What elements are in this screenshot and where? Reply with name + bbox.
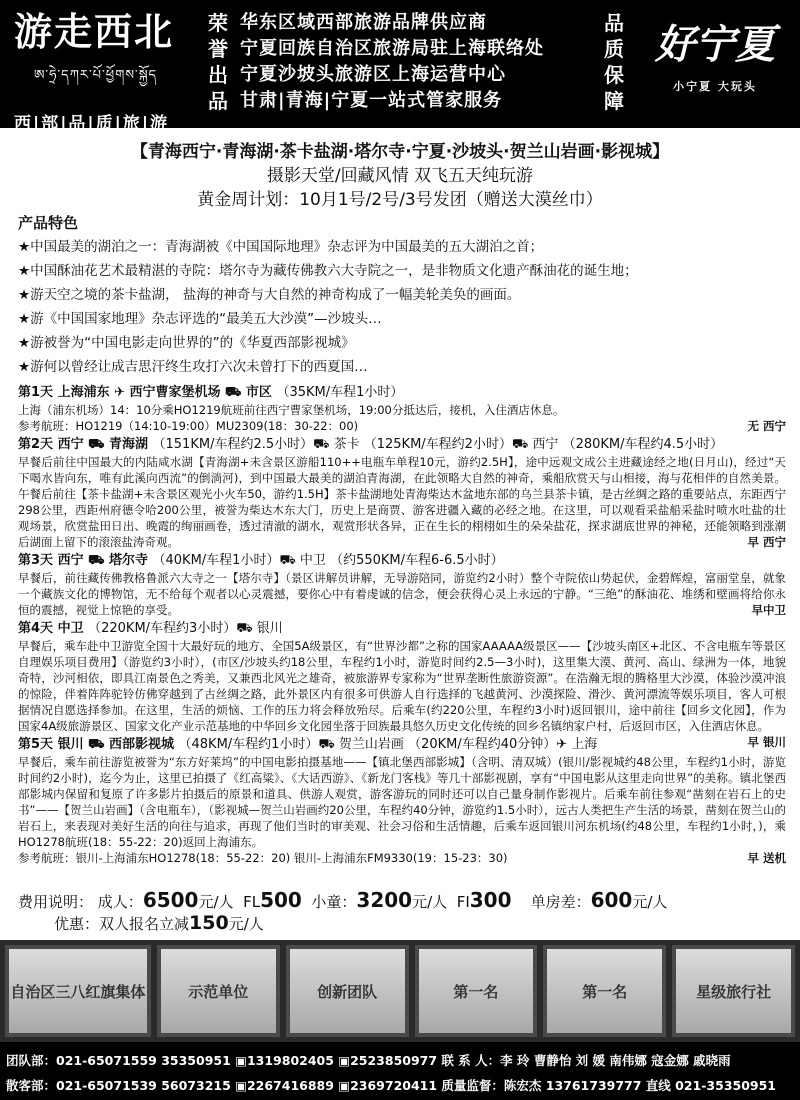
- certificate-strip: [0, 940, 800, 1042]
- route-title: 【青海西宁·青海湖·茶卡盐湖·塔尔寺·宁夏·沙坡头·贺兰山岩画·影视城】: [130, 142, 670, 162]
- promo-price: 150: [189, 912, 229, 934]
- brand-logo: [14, 10, 189, 134]
- honor-column-left: 荣 誉 出 品: [208, 11, 228, 113]
- meal-hotel: 早 西宁: [747, 535, 786, 549]
- day-title: 第2天 西宁 ⛟ 青海湖: [18, 437, 148, 452]
- feature-item: ★游何以曾经让成吉思汗终生攻打六次未曾打下的西夏国…: [18, 359, 368, 375]
- day-title: 第3天 西宁 ⛟ 塔尔寺: [18, 553, 148, 568]
- honor-column-right: 品 质 保 障: [604, 11, 624, 113]
- itinerary: [18, 384, 786, 866]
- route-subtitle: 摄影天堂/回藏风情 双飞五天纯玩游: [266, 166, 534, 186]
- contact-footer: [0, 1042, 800, 1100]
- day-text: 早餐后，乘车赴中卫游览全国十大最好玩的地方、全国5A级景区，有“世界沙都”之称的国家AAAAA级景区——【沙坡头南区+北区、不含电瓶车等景区自理娱乐项目费用】（游览约3小时），(市区/沙坡头约18公里，车程约1小时，游览时间约2.5—3小时)，这里集大漠、黄河、高山、绿洲为一体，地貌奇特，沙河相依，即具江南景色之秀美，又兼西北风光之雄奇，被旅游界专家称为“世界垄断性旅游资源”。在浩瀚无垠的腾格里大沙漠，体验沙漠冲浪的惊险，伴着阵阵驼铃仿佛穿越到了古丝绸之路，此外景区内有很多可供游人自行选择的飞越黄河、沙漠探险、滑沙、黄河漂流等娱乐项目，客人可根据情况自愿选择参加。在这里，生活的烦恼、工作的压力将会释放殆尽。后乘车(约220公里，车程约3小时)返回银川，途中前往【回乡文化园】，作为国家4A级旅游景区、国家文化产业示范基地的中华回乡文化园坐落于回族最具悠久历史文化传统的回乡名镇纳家户村，后返回市区，入住酒店休息。: [18, 639, 786, 733]
- brand-tagline: 西|部|品|质|旅|游: [14, 114, 170, 134]
- ningxia-logo: 好宁夏 小宁夏 大玩头: [655, 21, 775, 93]
- certificate: 自治区三八红旗集体: [5, 945, 151, 1037]
- meal-hotel: 早 银川: [747, 735, 786, 749]
- day-meta: （48KM/车程约1小时）⛟ 贺兰山岩画 （20KM/车程约40分钟）✈ 上海: [178, 737, 598, 752]
- day-2: [18, 436, 786, 550]
- day-1: [18, 384, 786, 434]
- fl-price: 500: [260, 888, 302, 912]
- feature-item: ★中国最美的湖泊之一：青海湖被《中国国际地理》杂志评为中国最美的五大湖泊之首；: [18, 239, 544, 255]
- feature-item: ★中国酥油花艺术最精湛的寺院：塔尔寺为藏传佛教六大寺院之一，是非物质文化遗产酥油花的诞生地；: [18, 263, 638, 279]
- flight-ref: 参考航班：HO1219（14:10-19:00）MU2309(18：30-22：00): [18, 419, 359, 433]
- day-meta: （151KM/车程约2.5小时）⛟ 茶卡 （125KM/车程约2小时）⛟ 西宁 （280KM/车程约4.5小时）: [152, 437, 724, 452]
- feature-item: ★游《中国国家地理》杂志评选的“最美五大沙漠”—沙坡头…: [18, 311, 382, 327]
- brand-name: 游走西北: [14, 9, 175, 54]
- certificate: 示范单位: [157, 945, 280, 1037]
- header-claims: 华东区域西部旅游品牌供应商 宁夏回族自治区旅游局驻上海联络处 宁夏沙坡头旅游区上海运营中心 甘肃|青海|宁夏一站式管家服务: [240, 12, 544, 111]
- day-meta: （35KM/车程1小时）: [276, 385, 404, 400]
- day-text: 早餐后，乘车前往游览被誉为“东方好莱坞”的中国电影拍摄基地——【镇北堡西部影城】（含明、清双城）(银川/影视城约48公里，车程约1小时，游览时间约2小时)，迄今为止，这里已拍摄了《红高粱》、《大话西游》、《新龙门客栈》等几十部影视剧，享有“中国电影从这里走向世界”的美称。镇北堡西部影城内保留和复原了许多影片拍摄后的原景和道具、供游人观赏，游客游玩的同时还可以自己量身制作影视片。后乘车前往参观“凿刻在岩石上的史书”——【贺兰山岩画】（含电瓶车），（影视城—贺兰山岩画约20公里，车程约40分钟，游览约1.5小时），远古人类把生产生活的场景，凿刻在贺兰山的岩石上，来表现对美好生活的向往与追求，再现了他们当时的审美观、社会习俗和生活情趣，后乘车返回银川河东机场(约48公里，车程约1小时，)，乘HO1278航班(18：55-22：20)返回上海浦东。: [18, 755, 786, 849]
- certificate: 创新团队: [286, 945, 409, 1037]
- meal-hotel: 早 送机: [747, 851, 786, 865]
- promo-line: 优惠：双人报名立减150元/人: [54, 912, 264, 934]
- day-meta: （40KM/车程1小时）⛟ 中卫 （约550KM/车程6-6.5小时）: [152, 553, 504, 568]
- price-line: 费用说明： 成人：6500元/人 FL500 小童：3200元/人 FI300 单房差：600元/人: [18, 888, 668, 912]
- day-text: 上海（浦东机场）14：10分乘HO1219航班前往西宁曹家堡机场，19:00分抵达后，接机，入住酒店休息。: [18, 403, 565, 417]
- departure-plan: 黄金周计划：10月1号/2号/3号发团（赠送大漠丝巾）: [197, 190, 603, 210]
- meal-hotel: 早中卫: [751, 603, 786, 617]
- child-price: 3200: [356, 888, 413, 912]
- features-heading: 产品特色: [18, 214, 79, 232]
- day-title: 第4天 中卫: [18, 621, 84, 636]
- feature-item: ★游被誉为“中国电影走向世界的”的《华夏西部影视城》: [18, 335, 355, 351]
- day-text: 早餐后前往中国最大的内陆咸水湖【青海湖+未含景区游船110++电瓶车单程10元，游约2.5H】，途中远观文成公主进藏途经之地(日月山)，经过“天下喝水皆向东，唯有此溪向西流”的倒淌河)，到中国最大最美的湖泊青海湖，在此领略大自然的神奇，乘船欣赏天与山相接，海与花相伴的自然美景。午餐后前往【茶卡盐湖+未含景区观光小火车50，游约1.5H】茶卡盐湖地处青海柴达木盆地东部的乌兰县茶卡镇，是古丝绸之路的重要站点，东距西宁298公里，西距州府德令哈200公里，被誉为柴达木东大门，历史上是商贾、游客进疆入藏的必经之地。在这里，可以观看采盐船采盐时喷水吐盐的壮观场景，欣赏盐田日出、晚霞的绚丽画卷，透过清澈的湖水，观赏形状各异，正在生长的栩栩如生的朵朵盐花，探求湖底世界的神秘，还能领略到涨潮后湖面上留下的滚滚盐涛奇观。: [18, 455, 786, 549]
- certificate: 第一名: [415, 945, 538, 1037]
- day-5: [18, 736, 786, 866]
- day-meta: （220KM/车程约3小时）⛟ 银川: [88, 621, 283, 636]
- day-text: 早餐后，前往藏传佛教格鲁派六大寺之一【塔尔寺】（景区讲解员讲解，无导游陪同，游览约2小时）整个寺院依山势起伏，金碧辉煌，富丽堂皇，就象一个藏族文化的博物馆，无不给每个观者以心灵震撼，要你心中有着虔诚的信念，便会获得心灵上永远的宁静。“三绝”的酥油花、堆绣和壁画将给你永恒的震撼，视觉上惊艳的享受。: [18, 571, 786, 617]
- day-title: 第1天 上海浦东 ✈ 西宁曹家堡机场 ⛟ 市区: [18, 385, 272, 400]
- team-contact: 团队部：021-65071559 35350951 ▣1319802405 ▣2523850977 联 系 人：李 玲 曹静怡 刘 媛 南伟娜 寇金娜 戚晓雨: [6, 1053, 731, 1068]
- header-banner: [0, 0, 800, 134]
- fi-price: 300: [469, 888, 512, 912]
- brand-tibetan-text: ཨ་ཧྲེ་དཀར་པོ་ཕྱོགས་སྐྱོད: [34, 68, 158, 83]
- flight-ref: 参考航班：银川-上海浦东HO1278(18：55-22：20) 银川-上海浦东FM9330(19：15-23：30): [18, 851, 508, 865]
- certificate: 星级旅行社: [672, 945, 795, 1037]
- certificate: 第一名: [543, 945, 666, 1037]
- meal-hotel: 无 西宁: [747, 419, 786, 433]
- day-title: 第5天 银川 ⛟ 西部影视城: [18, 737, 174, 752]
- adult-price: 6500: [142, 888, 199, 912]
- feature-item: ★游天空之境的茶卡盐湖， 盐海的神奇与大自然的神奇构成了一幅美轮美奂的画面。: [18, 287, 521, 303]
- day-3: [18, 552, 786, 618]
- single-room-price: 600: [590, 888, 633, 912]
- individual-contact: 散客部：021-65071539 56073215 ▣2267416889 ▣2369720411 质量监督：陈宏杰 13761739777 直线 021-35350951: [6, 1078, 777, 1093]
